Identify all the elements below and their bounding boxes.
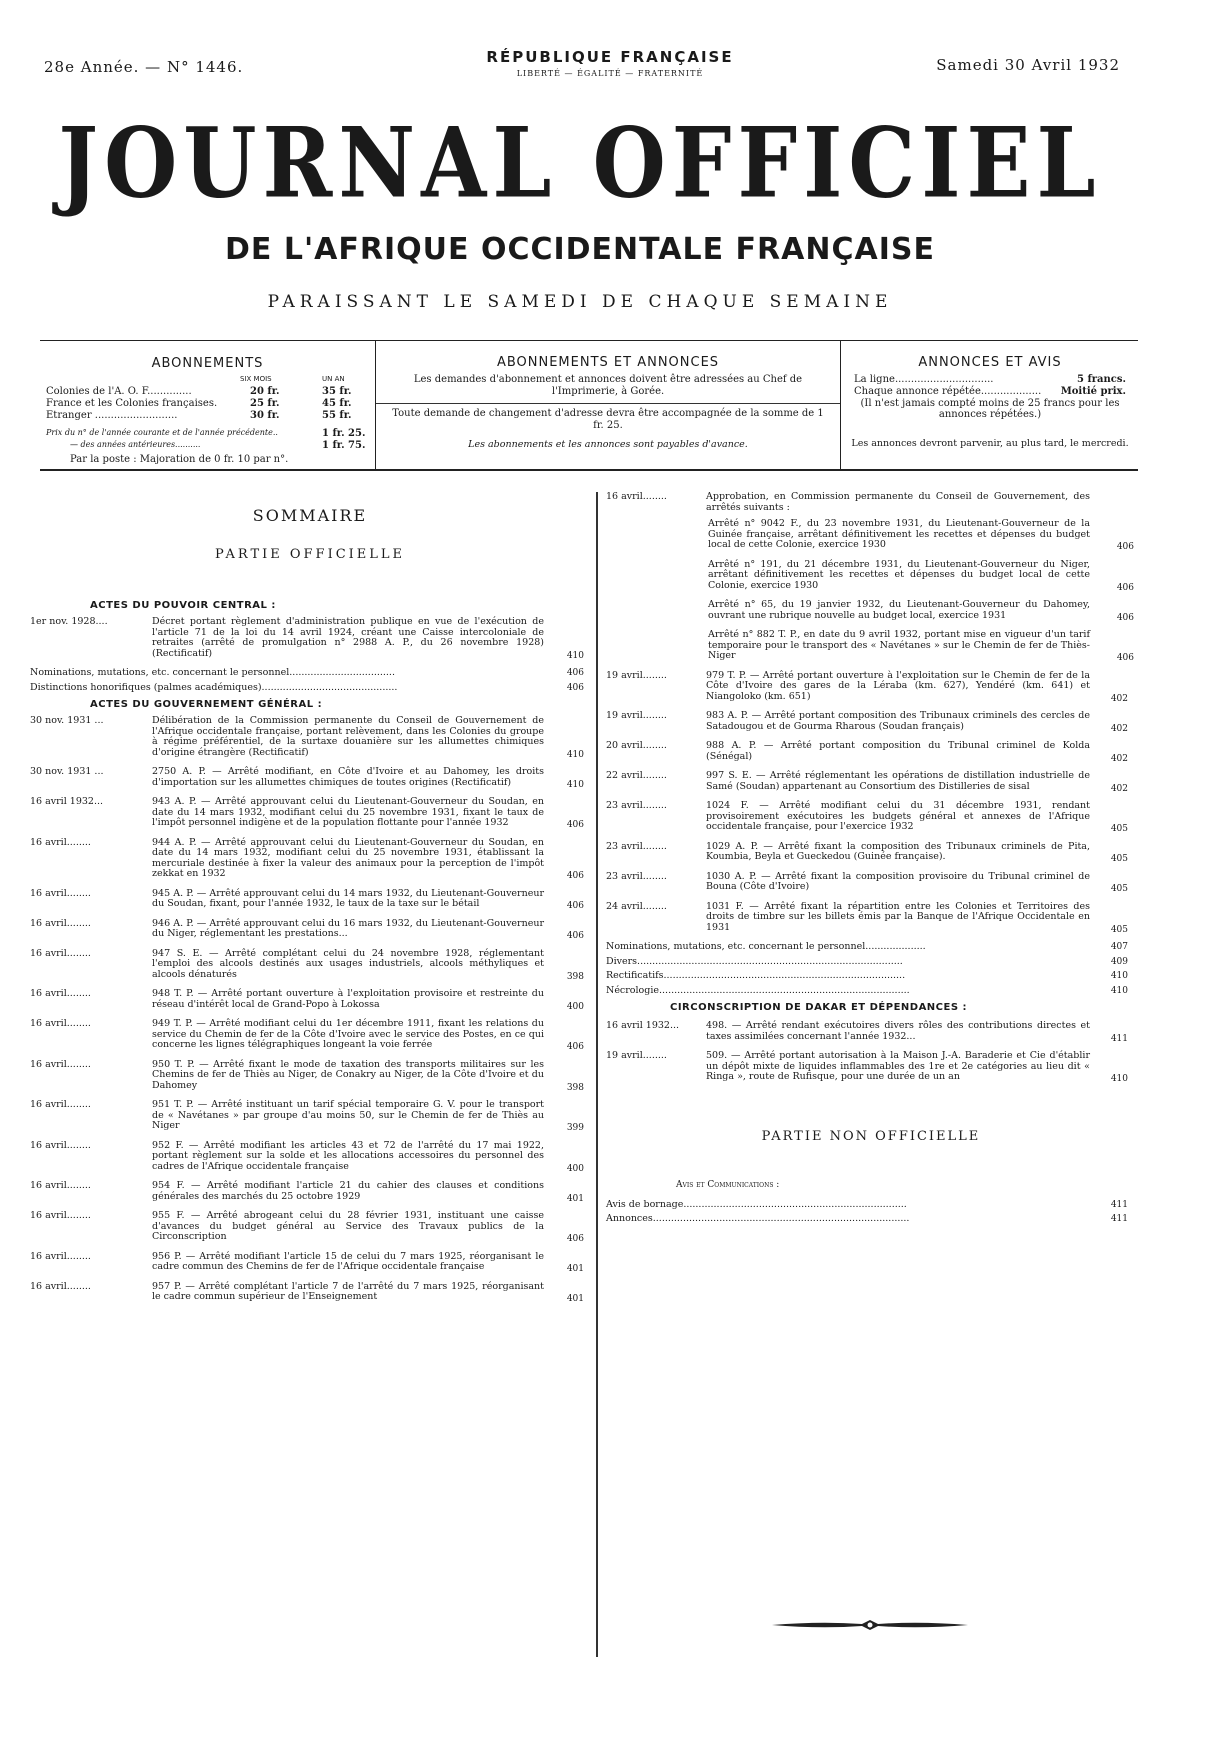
entry-date: 30 nov. 1931 ... [30,715,104,726]
entry-text: Délibération de la Commission permanente du Conseil de Gouvernement de l'Afrique occidentale française, portant relèvement, dans les Colonies du groupe à régime préférentiel, de la surtaxe douanière sur les allumettes chimiques d'origine étrangère (Rectificatif) [152,715,544,758]
partie-officielle-title: PARTIE OFFICIELLE [214,547,406,562]
republic-block [440,48,780,78]
abonnements-annonces-text: Les demandes d'abonnement et annonces doivent être adressées au Chef de l'Imprimerie, à Gorée. [413,374,803,397]
entry-page: 406 [566,931,584,941]
entry-date: 16 avril 1932... [606,1020,680,1031]
entry-page: 406 [1116,612,1134,623]
entry-date: 19 avril........ [606,669,667,681]
entry-date: 16 avril........ [30,1099,91,1110]
entry-text: 498. — Arrêté rendant exécutoires divers rôles des contributions directes et taxes assimilées concernant l'année 1932... [706,1020,1090,1042]
entry-text: Annonces..................................................................................... [606,1213,910,1224]
entry-text: Approbation, en Commission permanente du Conseil de Gouvernement, des arrêtés suivants : [706,491,1090,513]
row-label: Colonies de l'A. O. F.............. [46,386,192,397]
central-entries [30,617,590,659]
sommaire-title: SOMMAIRE [252,506,368,525]
header-line [40,48,1120,88]
entry-text: 956 P. — Arrêté modifiant l'article 15 de celui du 7 mars 1925, réorganisant le cadre commun des Chemins de fer de l'Afrique occidentale française [152,1250,544,1272]
entry-date: 16 avril........ [30,1250,91,1262]
entry-date: 23 avril........ [606,840,667,852]
list-item [606,1021,1136,1042]
list-item [606,1214,1136,1225]
list-item [30,716,590,758]
list-item [606,971,1136,982]
row-label: France et les Colonies françaises. [46,398,218,409]
list-item [30,949,590,981]
entry-date: 23 avril........ [606,800,667,811]
list-item [30,1282,590,1303]
entry-date: 16 avril........ [30,1180,91,1191]
entry-text: 946 A. P. — Arrêté approuvant celui du 16 mars 1932, du Lieutenant-Gouverneur du Niger, réglementant les prestations... [152,917,544,939]
entry-page: 405 [1110,884,1128,894]
list-item [30,1060,590,1092]
prix-value: 1 fr. 75. [322,440,366,451]
periodicity: PARAISSANT LE SAMEDI DE CHAQUE SEMAINE [267,292,893,312]
avis-simple [606,1200,1136,1225]
issue-date: Samedi 30 Avril 1932 [936,56,1120,74]
entry-page: 398 [566,1082,584,1093]
entry-text: 949 T. P. — Arrêté modifiant celui du 1er décembre 1911, fixant les relations du service du Chemin de fer de la Côte d'Ivoire avec le service des Postes, en ce qui concerne les lignes télégraphiques longeant la voie ferrée [152,1018,544,1050]
entry-page: 409 [1110,956,1128,967]
row-an: 55 fr. [322,410,352,421]
entry-date: 16 avril........ [30,1018,91,1029]
entry-date: 16 avril........ [606,491,667,502]
entry-page: 401 [566,1193,584,1204]
list-item [30,1141,590,1173]
payables-avance: Les abonnements et les annonces sont payables d'avance. [468,439,748,450]
abonnement-row [40,410,375,422]
list-item [606,741,1136,762]
entry-text: Arrêté n° 191, du 21 décembre 1931, du Lieutenant-Gouverneur du Niger, arrêtant définitivement les recettes et dépenses du budget local de cette Colonie, exercice 1930 [708,558,1090,591]
entry-text: 955 F. — Arrêté abrogeant celui du 28 février 1931, instituant une caisse d'avances du budget général au Service des Travaux publics de la Circonscription [152,1210,544,1242]
abonnements-annonces-box [376,341,841,469]
right-simple [606,942,1136,996]
entry-text: Divers........................................................................................ [606,955,903,967]
row-label: Etranger .......................... [46,410,178,421]
entry-text: 957 P. — Arrêté complétant l'article 7 de l'arrêté du 7 mars 1925, réorganisant le cadre commun supérieur de l'Enseignement [152,1280,544,1302]
list-item [606,771,1136,792]
list-item [606,711,1136,732]
entry-text: 1030 A. P. — Arrêté fixant la composition provisoire du Tribunal criminel de Bouna (Côte d'Ivoire) [706,870,1090,892]
list-item [606,986,1136,997]
entry-page: 406 [1116,582,1134,593]
central-simple [30,668,590,693]
entry-text: 943 A. P. — Arrêté approuvant celui du Lieutenant-Gouverneur du Soudan, en date du 14 mars 1932, modifiant celui du 25 novembre 1931, fixant le taux de l'impôt personnel indigène et de la population flottante pour l'année 1932 [152,796,544,828]
tarif-note: (Il n'est jamais compté moins de 25 francs pour les annonces répétées.) [860,398,1120,420]
republic-title: RÉPUBLIQUE FRANÇAISE [486,48,734,66]
list-item [606,1051,1136,1083]
entry-text: 1024 F. — Arrêté modifiant celui du 31 décembre 1931, rendant provisoirement exécutoires les budgets général et annexes de l'Afrique occidentale française, pour l'exercice 1932 [706,800,1090,832]
list-item [30,683,590,694]
row-six: 20 fr. [250,386,280,397]
entry-date: 19 avril........ [606,710,667,721]
list-item [30,889,590,910]
entry-page: 406 [566,668,584,678]
entry-date: 16 avril........ [30,1058,91,1070]
prix-value: 1 fr. 25. [322,428,366,439]
poste-note: Par la poste : Majoration de 0 fr. 10 par n°. [70,454,289,465]
prix-row [40,428,375,440]
entry-page: 402 [1110,723,1128,734]
list-item [30,1019,590,1051]
list-item [708,599,1134,623]
entry-page: 410 [566,779,584,790]
deadline-note: Les annonces devront parvenir, au plus tard, le mercredi. [851,438,1129,449]
tarif-row [842,386,1138,398]
entry-text: 2750 A. P. — Arrêté modifiant, en Côte d'Ivoire et au Dahomey, les droits d'importation sur les allumettes chimiques de toutes origines (Rectificatif) [152,766,544,788]
masthead-title: JOURNAL OFFICIEL [58,105,1102,220]
list-item [708,558,1134,593]
entry-date: 20 avril........ [606,740,667,751]
entry-text: 947 S. E. — Arrêté complétant celui du 24 novembre 1928, réglementant l'emploi des alcools destinés aux usages industriels, alcools méthyliques et alcools dénaturés [152,947,544,980]
motto: LIBERTÉ — ÉGALITÉ — FRATERNITÉ [516,69,704,78]
tarif-value: 5 francs. [1077,374,1126,385]
entry-text: Arrêté n° 9042 F., du 23 novembre 1931, du Lieutenant-Gouverneur de la Guinée française, arrêtant définitivement les recettes et dépenses du budget local de cette Colonie, exercice 1930 [708,518,1090,550]
entry-page: 410 [1110,985,1128,996]
list-item [30,668,590,679]
entry-page: 406 [1116,542,1134,552]
tarif-value: Moitié prix. [1060,386,1126,397]
divider [376,403,840,404]
right-entries [606,671,1136,934]
list-item [30,838,590,880]
entry-text: Nominations, mutations, etc. concernant le personnel.................... [606,941,926,952]
entry-text: Décret portant règlement d'administration publique en vue de l'exécution de l'article 71 de la loi du 14 avril 1924, créant une Caisse intercoloniale de retraites (arrêté de promulgation n° 2988 A. P., du 26 novembre 1928) (Rectificatif) [152,616,544,659]
entry-page: 406 [1116,653,1134,663]
info-boxes [40,340,1138,471]
entry-page: 405 [1110,924,1128,935]
abonnement-row [40,386,375,398]
entry-date: 16 avril........ [30,836,91,848]
entry-text: 979 T. P. — Arrêté portant ouverture à l'exploitation sur le Chemin de fer de la Côte d'Ivoire des gares de la Léraba (km. 627), Yendéré (km. 641) et Niangoloko (km. 651) [706,669,1090,702]
abonnement-row [40,398,375,410]
general-entries [30,716,590,1303]
column-divider [596,492,598,1657]
list-item [606,957,1136,968]
entry-date: 16 avril........ [30,1210,91,1221]
entry-text: 1029 A. P. — Arrêté fixant la composition des Tribunaux criminels de Pita, Koumbia, Beyla et Gueckedou (Guinée française). [706,840,1090,862]
entry-page: 406 [566,901,584,911]
partie-non-officielle-title: PARTIE NON OFFICIELLE [761,1128,981,1144]
entry-page: 410 [566,749,584,760]
list-item [30,989,590,1010]
entry-text: Arrêté n° 882 T. P., en date du 9 avril 1932, portant mise en vigueur d'un tarif temporaire pour le transport des « Navétanes » sur le Chemin de fer de Thiès-Niger [708,629,1090,661]
entry-page: 402 [1110,693,1128,704]
entry-text: 951 T. P. — Arrêté instituant un tarif spécial temporaire G. V. pour le transport de « Navétanes » par groupe d'au moins 50, sur le Chemin de fer de Thiès au Niger [152,1099,544,1131]
entry-page: 405 [1110,824,1128,834]
entry-date: 24 avril........ [606,900,667,912]
sommaire-left-column [30,492,590,1312]
entry-page: 406 [566,1234,584,1244]
list-item [606,902,1136,934]
section-pouvoir-central: ACTES DU POUVOIR CENTRAL : [90,600,276,611]
abonnements-annonces-title: ABONNEMENTS ET ANNONCES [496,355,720,370]
entry-page: 401 [566,1264,584,1274]
entry-text: 1031 F. — Arrêté fixant la répartition entre les Colonies et Territoires des droits de timbre sur les billets émis par la Banque de l'Afrique Occidentale en 1931 [706,900,1090,933]
entry-page: 410 [1110,1074,1128,1084]
entry-page: 406 [566,820,584,830]
ornament-divider [770,1618,970,1632]
entry-text: 509. — Arrêté portant autorisation à la Maison J.-A. Baraderie et Cie d'établir un dépôt mixte de liquides inflammables des 1re et 2e catégories au lieu dit « Ringa », route de Rufisque, pour une durée de un an [706,1050,1090,1082]
entry-date: 16 avril........ [30,887,91,899]
col-six-mois: SIX MOIS [240,375,272,383]
list-item [708,629,1134,663]
entry-text: Rectificatifs................................................................................ [606,970,906,981]
entry-page: 401 [566,1294,584,1304]
entry-text: 948 T. P. — Arrêté portant ouverture à l'exploitation provisoire et restreinte du réseau d'intérêt local de Grand-Popo à Lokossa [152,988,544,1010]
entry-page: 406 [566,1042,584,1052]
tarif-row [842,374,1138,386]
entry-page: 406 [566,871,584,881]
col-un-an: UN AN [322,375,345,383]
section-dakar: CIRCONSCRIPTION DE DAKAR ET DÉPENDANCES : [670,1002,968,1013]
list-item [30,767,590,788]
entry-text: Arrêté n° 65, du 19 janvier 1932, du Lieutenant-Gouverneur du Dahomey, ouvrant une rubrique nouvelle au budget local, exercice 1931 [708,599,1090,621]
entry-text: 988 A. P. — Arrêté portant composition du Tribunal criminel de Kolda (Sénégal) [706,740,1090,762]
sommaire-right-column [606,492,1136,1229]
annonces-avis-title: ANNONCES ET AVIS [918,355,1062,370]
list-item [606,872,1136,893]
entry-page: 398 [566,971,584,982]
entry-page: 411 [1110,1214,1128,1224]
entry-date: 16 avril........ [30,917,91,929]
entry-text: 950 T. P. — Arrêté fixant le mode de taxation des transports militaires sur les Chemins de fer de Thiès au Niger, de Conakry au Niger, de la Côte d'Ivoire et du Dahomey [152,1058,544,1091]
entry-date: 19 avril........ [606,1050,667,1061]
issue-number: 28e Année. — N° 1446. [44,58,244,76]
entry-text: 954 F. — Arrêté modifiant l'article 21 du cahier des clauses et conditions générales des marchés du 25 octobre 1929 [152,1180,544,1202]
list-item [30,797,590,829]
list-item [606,671,1136,703]
entry-date: 16 avril........ [30,947,91,959]
prix-label: Prix du n° de l'année courante et de l'année précédente.. [46,428,278,437]
approval-subentries [606,519,1136,662]
entry-text: Distinctions honorifiques (palmes académiques)............................................. [30,681,398,693]
entry-page: 411 [1110,1033,1128,1044]
section-gouvernement-general: ACTES DU GOUVERNEMENT GÉNÉRAL : [90,699,323,710]
list-item [30,617,590,659]
entry-text: Nécrologie................................................................................... [606,984,910,996]
entry-page: 399 [566,1123,584,1133]
tarif-label: Chaque annonce répétée................... [854,386,1042,397]
entry-page: 400 [566,1001,584,1012]
list-item [30,1100,590,1132]
abonnements-box [40,341,376,469]
entry-text: Nominations, mutations, etc. concernant le personnel................................... [30,667,395,678]
entry-page: 405 [1110,854,1128,864]
avis-heading: Avis et Communications : [676,1179,780,1190]
row-six: 30 fr. [250,410,280,421]
tarif-label: La ligne............................... [854,374,994,385]
entry-text: 944 A. P. — Arrêté approuvant celui du Lieutenant-Gouverneur du Soudan, en date du 14 mars 1932, modifiant celui du 25 novembre 1931, établissant la mercuriale destinée à fixer la valeur des animaux pour la perception de l'impôt zekkat en 1932 [152,836,544,879]
list-item [30,919,590,940]
list-item [606,492,1136,513]
list-item [708,518,1134,552]
row-six: 25 fr. [250,398,280,409]
entry-page: 400 [566,1163,584,1174]
prix-row [40,440,375,452]
abonnements-columns [40,375,375,386]
masthead-subtitle: DE L'AFRIQUE OCCIDENTALE FRANÇAISE [225,232,935,267]
entry-text: 945 A. P. — Arrêté approuvant celui du 14 mars 1932, du Lieutenant-Gouverneur du Soudan, fixant, pour l'année 1932, le taux de la taxe sur le bétail [152,887,544,909]
entry-date: 1er nov. 1928.... [30,616,108,627]
row-an: 35 fr. [322,386,352,397]
list-item [30,1252,590,1273]
entry-text: 952 F. — Arrêté modifiant les articles 43 et 72 de l'arrêté du 17 mai 1922, portant règlement sur la solde et les allocations accessoires du personnel des cadres de l'Afrique occidentale française [152,1139,544,1172]
dakar-entries [606,1021,1136,1083]
entry-date: 16 avril 1932... [30,796,104,807]
list-item [606,842,1136,863]
entry-text: 997 S. E. — Arrêté réglementant les opérations de distillation industrielle de Samé (Soudan) appartenant au Consortium des Distilleries de sisal [706,770,1090,792]
row-an: 45 fr. [322,398,352,409]
entry-date: 30 nov. 1931 ... [30,766,104,777]
entry-page: 406 [566,682,584,693]
abonnements-title: ABONNEMENTS [151,356,264,371]
entry-date: 16 avril........ [30,988,91,999]
entry-page: 411 [1110,1199,1128,1210]
entry-date: 16 avril........ [30,1280,91,1292]
list-item [606,801,1136,833]
entry-text: 983 A. P. — Arrêté portant composition des Tribunaux criminels des cercles de Satadougou et de Gourma Rharous (Soudan français) [706,710,1090,732]
list-item [606,942,1136,953]
annonces-avis-box [842,341,1138,469]
entry-page: 410 [1110,971,1128,981]
list-item [606,1200,1136,1211]
list-item [30,1211,590,1243]
entry-date: 23 avril........ [606,870,667,882]
entry-page: 407 [1110,942,1128,952]
entry-page: 402 [1110,753,1128,764]
entry-page: 402 [1110,783,1128,794]
list-item [30,1181,590,1202]
entry-date: 16 avril........ [30,1139,91,1151]
entry-text: Avis de bornage.......................................................................... [606,1198,907,1210]
changement-adresse-text: Toute demande de changement d'adresse devra être accompagnée de la somme de 1 fr. 25. [392,408,824,431]
entry-page: 410 [566,650,584,661]
prix-label: — des années antérieures.......... [70,440,201,449]
entry-date: 22 avril........ [606,770,667,781]
